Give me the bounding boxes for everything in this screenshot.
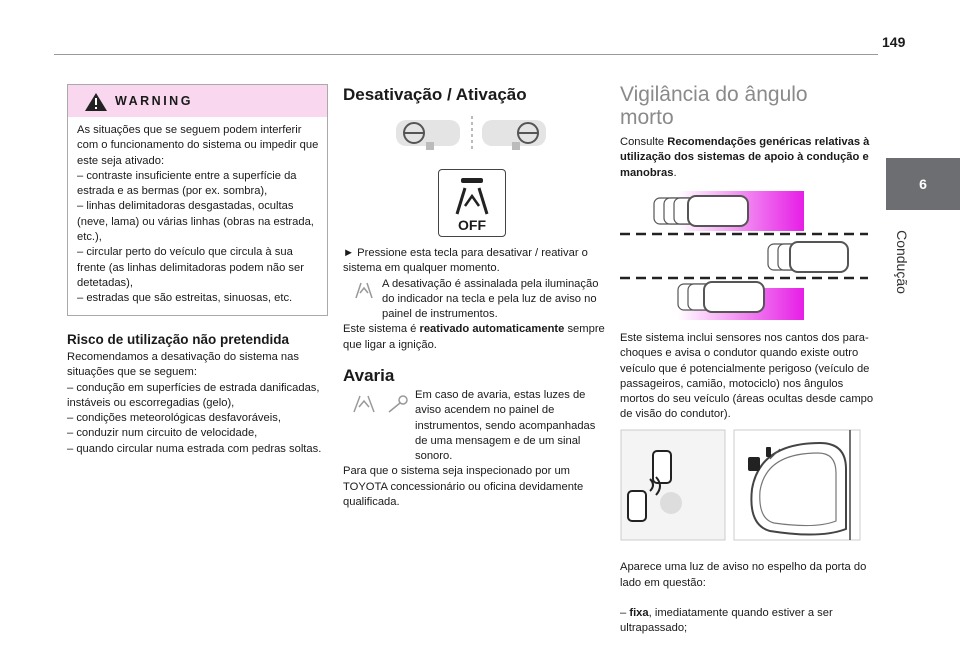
blind-spot-intro: Consulte Recomendações genéricas relativas à utilização dos sistemas de apoio à condução e manobras. bbox=[620, 136, 870, 179]
lane-indicator-icon bbox=[353, 279, 375, 299]
blind-spot-diagram bbox=[618, 188, 870, 323]
deactivation-step: ► Pressione esta tecla para desativar / reativar o sistema em qualquer momento. bbox=[343, 247, 588, 275]
chapter-tab[interactable]: 6 bbox=[886, 158, 960, 210]
page-number: 149 bbox=[882, 34, 906, 50]
warning-title: WARNING bbox=[115, 94, 193, 108]
warning-header bbox=[68, 85, 327, 117]
deactivation-note: A desativação é assinalada pela iluminação do indicador na tecla e pela luz de aviso no painel de instrumentos. bbox=[382, 277, 599, 321]
failure-title: Avaria bbox=[343, 366, 395, 385]
steering-wheel-diagram bbox=[394, 114, 548, 154]
mirror-text: Aparece uma luz de aviso no espelho da porta do lado em questão: bbox=[620, 561, 867, 589]
risk-body: Recomendamos a desativação do sistema nas situações que se seguem: – condução em superfícies de estrada danificadas, instáveis ou escorregadias (gelo), – condições meteorológicas desfavoráveis, – conduzir num circuito de velocidade, – quando circular numa estrada com pedras soltas. bbox=[67, 351, 322, 455]
header-divider bbox=[54, 54, 878, 55]
off-label: OFF bbox=[458, 217, 486, 233]
warning-body: As situações que se seguem podem interferir com o funcionamento do sistema ou impedir que este seja ativado: – contraste insuficiente entre a superfície da estrada e as bermas (por ex. sombra), – linhas delimitadoras desgastadas, ocultas (neve, lama) ou várias linhas (obras na estrada, etc.), – circular perto do veículo que circula à sua frente (as linhas delimitadoras podem não ser detetadas), – estradas que são estreitas, sinuosas, etc. bbox=[77, 124, 319, 305]
risk-title: Risco de utilização não pretendida bbox=[67, 332, 290, 347]
failure-body: Para que o sistema seja inspecionado por um TOYOTA concessionário ou oficina devidamente qualificada. bbox=[343, 465, 584, 509]
blind-spot-title: Vigilância do ângulo morto bbox=[620, 83, 808, 129]
fixed-light-text: – fixa, imediatamente quando estiver a ser ultrapassado; bbox=[620, 607, 833, 635]
lane-departure-icon bbox=[439, 170, 505, 218]
warning-box bbox=[67, 84, 328, 316]
warning-triangle-icon bbox=[84, 92, 108, 112]
chapter-label: Condução bbox=[894, 230, 910, 294]
failure-warning-icons bbox=[351, 392, 411, 414]
reactivation-text: Este sistema é reativado automaticamente sempre que ligar a ignição. bbox=[343, 323, 605, 351]
deactivation-title: Desativação / Ativação bbox=[343, 85, 527, 104]
lane-off-button[interactable] bbox=[438, 169, 506, 237]
blind-spot-description: Este sistema inclui sensores nos cantos dos para-choques e avisa o condutor quando existe outro veículo que é potencialmente perigoso (veículo de passageiros, camião, motociclo) nos ângulos mortos do seu veículo (áreas ocultas desde campo de visão do condutor). bbox=[620, 332, 874, 421]
mirror-indicator-diagram bbox=[620, 429, 862, 541]
failure-lead: Em caso de avaria, estas luzes de aviso acendem no painel de instrumentos, sendo acompanhadas de uma mensagem e de um sinal sonoro. bbox=[415, 389, 596, 463]
